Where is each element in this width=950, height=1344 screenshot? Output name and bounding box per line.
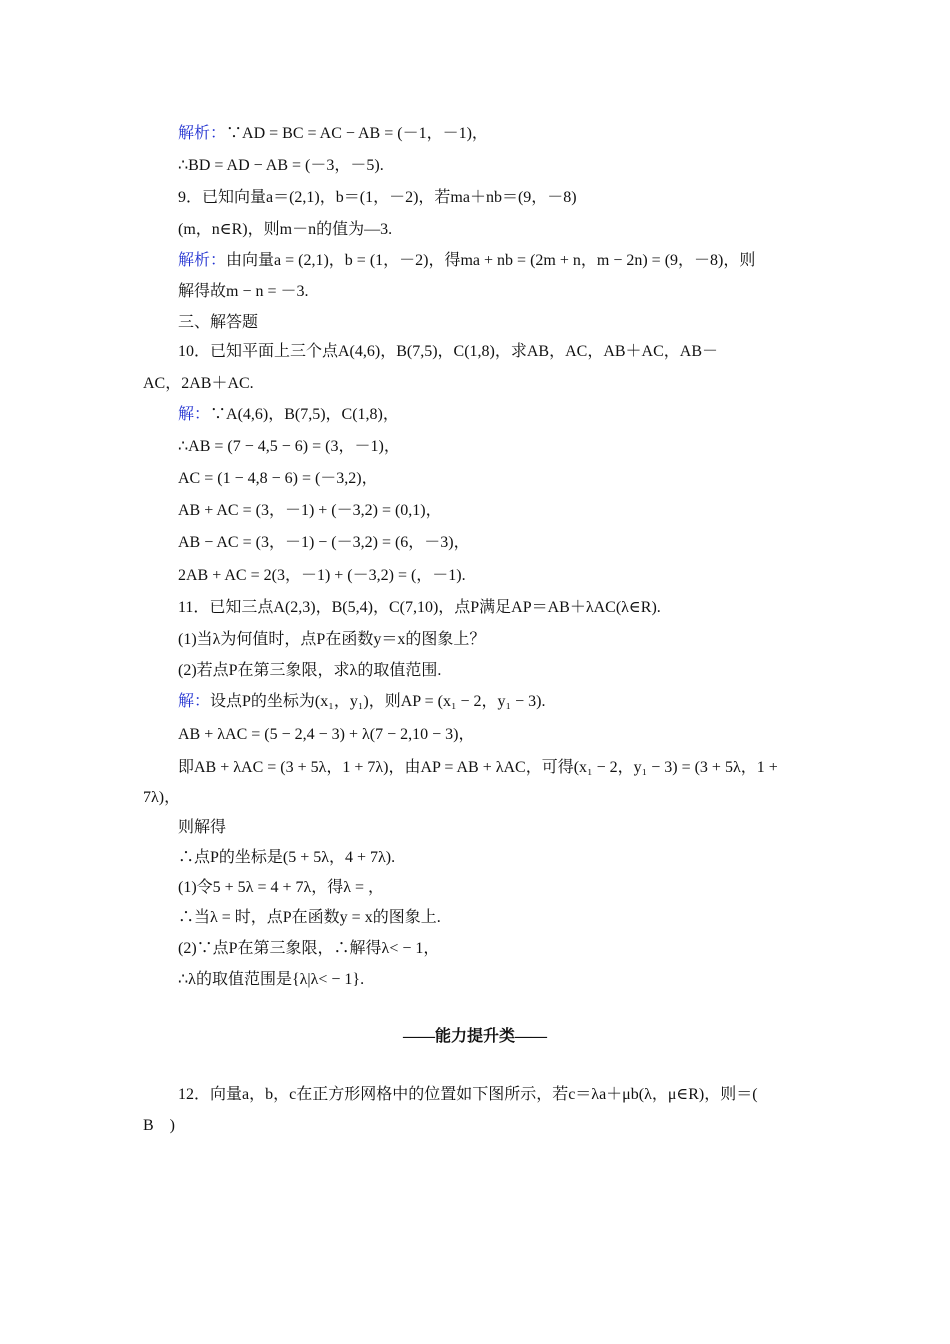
question-10-cont <box>143 374 254 394</box>
line-text: AC，2AB＋AC. <box>143 375 254 392</box>
question-12 <box>178 1085 758 1105</box>
line-solution-11 <box>178 692 545 712</box>
line-ap-equation <box>178 758 778 778</box>
line-text: 2AB + AC = 2(3，－1) + (－3,2) = (，－1). <box>178 567 466 584</box>
line-solve <box>178 818 226 838</box>
line-ac <box>178 469 378 489</box>
line-text: (1)令5 + 5λ = 4 + 7λ，得λ = ， <box>178 879 385 896</box>
line-solution-10 <box>178 405 399 425</box>
section-heading-answers <box>178 313 258 333</box>
line-ab-lambda-ac <box>178 725 474 745</box>
line-text: 三、解答题 <box>178 314 259 331</box>
line-p-coords <box>178 848 395 868</box>
line-text: 则解得 <box>178 819 227 836</box>
line-text: 12．向量a，b，c在正方形网格中的位置如下图所示，若c＝λa＋μb(λ，μ∈R)，则＝( <box>178 1086 758 1103</box>
line-text: ∵AD = BC = AC − AB = (－1，－1)， <box>226 125 488 142</box>
line-text: AB − AC = (3，－1) − (－3,2) = (6，－3)， <box>178 534 470 551</box>
line-text: (2)∵点P在第三象限，∴解得λ< − 1， <box>178 940 440 957</box>
question-9 <box>178 188 577 208</box>
line-2ab-plus-ac <box>178 566 466 586</box>
line-part1-solve <box>178 878 384 898</box>
line-text: ∴当λ = 时，点P在函数y = x的图象上. <box>178 909 441 926</box>
solution-label: 解： <box>178 406 211 423</box>
question-9-cont <box>178 220 392 240</box>
analysis-label: 解析： <box>178 125 227 142</box>
analysis-label: 解析： <box>178 252 227 269</box>
line-ab-plus-ac <box>178 501 442 521</box>
line-part1-conclusion <box>178 908 441 928</box>
line-text: B ) <box>143 1117 176 1134</box>
line-bd <box>178 156 384 176</box>
line-analysis-9-result <box>178 282 309 302</box>
line-text: 9．已知向量a＝(2,1)，b＝(1，－2)，若ma＋nb＝(9，－8) <box>178 189 577 206</box>
line-text: 由向量a = (2,1)，b = (1，－2)，得ma + nb = (2m + n，m − 2n) = (9，－8)，则 <box>226 252 756 269</box>
line-text: AB + λAC = (5 − 2,4 − 3) + λ(7 − 2,10 − 3)， <box>178 726 475 743</box>
line-text: 即AB + λAC = (3 + 5λ，1 + 7λ)，由AP = AB + λAC，可得(x₁ − 2，y₁ − 3) = (3 + 5λ，1 + <box>178 759 778 776</box>
line-text: 7λ)， <box>143 789 181 806</box>
line-text: ∴λ的取值范围是{λ|λ< − 1}. <box>178 971 365 988</box>
line-text: 设点P的坐标为(x₁，y₁)，则AP = (x₁ − 2，y₁ − 3). <box>210 693 546 710</box>
line-ap-equation-cont <box>143 788 180 808</box>
question-11-part2 <box>178 661 441 681</box>
line-text: 11．已知三点A(2,3)，B(5,4)，C(7,10)，点P满足AP＝AB＋λAC(λ∈R). <box>178 599 661 616</box>
question-11-part1 <box>178 630 485 650</box>
line-part2-solve <box>178 939 439 959</box>
line-text: (2)若点P在第三象限，求λ的取值范围. <box>178 662 442 679</box>
line-text: ∴点P的坐标是(5 + 5λ，4 + 7λ). <box>178 849 396 866</box>
line-text: ∴AB = (7 − 4,5 − 6) = (3，－1)， <box>178 438 400 455</box>
line-text: ∴BD = AD − AB = (－3，－5). <box>178 157 384 174</box>
line-part2-conclusion <box>178 970 364 990</box>
question-12-answer <box>143 1116 175 1136</box>
line-analysis-ad <box>178 124 488 144</box>
line-text: 解得故m − n = －3. <box>178 283 309 300</box>
question-11 <box>178 598 661 618</box>
line-text: AB + AC = (3，－1) + (－3,2) = (0,1)， <box>178 502 442 519</box>
line-text: 10．已知平面上三个点A(4,6)，B(7,5)，C(1,8)，求AB，AC，AB＋AC，AB－ <box>178 343 719 360</box>
line-ab <box>178 437 400 457</box>
section-title: ——能力提升类—— <box>402 1028 547 1045</box>
line-text: AC = (1 − 4,8 − 6) = (－3,2)， <box>178 470 378 487</box>
line-text: ∵A(4,6)，B(7,5)，C(1,8)， <box>210 406 399 423</box>
solution-label: 解： <box>178 693 211 710</box>
question-10 <box>178 342 718 362</box>
line-text: (1)当λ为何值时，点P在函数y＝x的图象上？ <box>178 631 486 648</box>
line-text: (m，n∈R)，则m－n的值为—3. <box>178 221 393 238</box>
line-analysis-9 <box>178 251 755 271</box>
line-ab-minus-ac <box>178 533 470 553</box>
